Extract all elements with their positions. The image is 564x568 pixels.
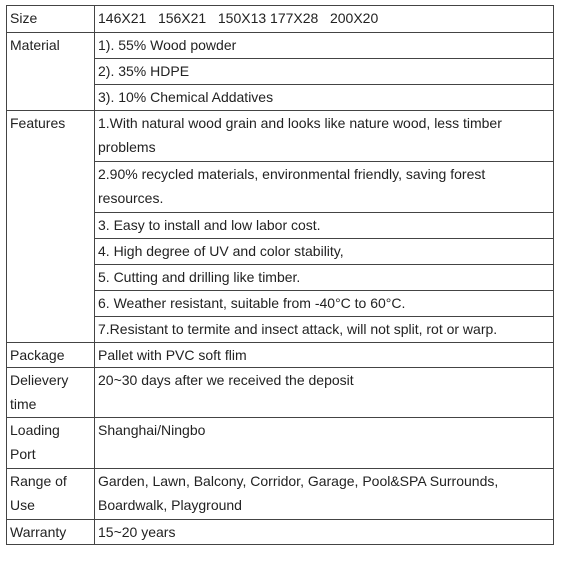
feature-item: 1.With natural wood grain and looks like nature wood, less timber problems: [95, 111, 554, 162]
feature-item: 6. Weather resistant, suitable from -40°C to 60°C.: [95, 291, 554, 317]
range-label-line-1: Range of: [10, 473, 67, 489]
feature-item: 3. Easy to install and low labor cost.: [95, 213, 554, 239]
material-row-1: [7, 33, 554, 59]
range-row: [7, 469, 554, 520]
range-label: [7, 469, 95, 520]
package-value: Pallet with PVC soft flim: [95, 343, 554, 368]
features-label: Features: [7, 111, 95, 343]
feature-item: 4. High degree of UV and color stability,: [95, 239, 554, 265]
loading-label-line-2: Port: [10, 446, 36, 462]
material-item: 3). 10% Chemical Addatives: [95, 85, 554, 111]
range-label-line-2: Use: [10, 497, 35, 513]
material-label: Material: [7, 33, 95, 111]
material-item: 1). 55% Wood powder: [95, 33, 554, 59]
warranty-label: Warranty: [7, 520, 95, 545]
size-label: Size: [7, 6, 95, 33]
size-value: 146X21 156X21 150X13 177X28 200X20: [95, 6, 554, 33]
loading-row: [7, 418, 554, 469]
feature-item: 7.Resistant to termite and insect attack, will not split, rot or warp.: [95, 317, 554, 343]
package-row: [7, 343, 554, 368]
size-row: [7, 6, 554, 33]
warranty-row: [7, 520, 554, 545]
delivery-row: [7, 368, 554, 418]
loading-label: [7, 418, 95, 469]
features-row-1: [7, 111, 554, 162]
feature-item: 5. Cutting and drilling like timber.: [95, 265, 554, 291]
delivery-label: [7, 368, 95, 418]
loading-label-line-1: Loading: [10, 422, 60, 438]
range-value: Garden, Lawn, Balcony, Corridor, Garage, Pool&SPA Surrounds, Boardwalk, Playground: [95, 469, 554, 520]
package-label: Package: [7, 343, 95, 368]
delivery-value: 20~30 days after we received the deposit: [95, 368, 554, 418]
feature-item: 2.90% recycled materials, environmental friendly, saving forest resources.: [95, 162, 554, 213]
delivery-label-line-2: time: [10, 396, 37, 412]
delivery-label-line-1: Delievery: [10, 372, 69, 388]
product-spec-table: [6, 5, 554, 545]
warranty-value: 15~20 years: [95, 520, 554, 545]
loading-value: Shanghai/Ningbo: [95, 418, 554, 469]
material-item: 2). 35% HDPE: [95, 59, 554, 85]
